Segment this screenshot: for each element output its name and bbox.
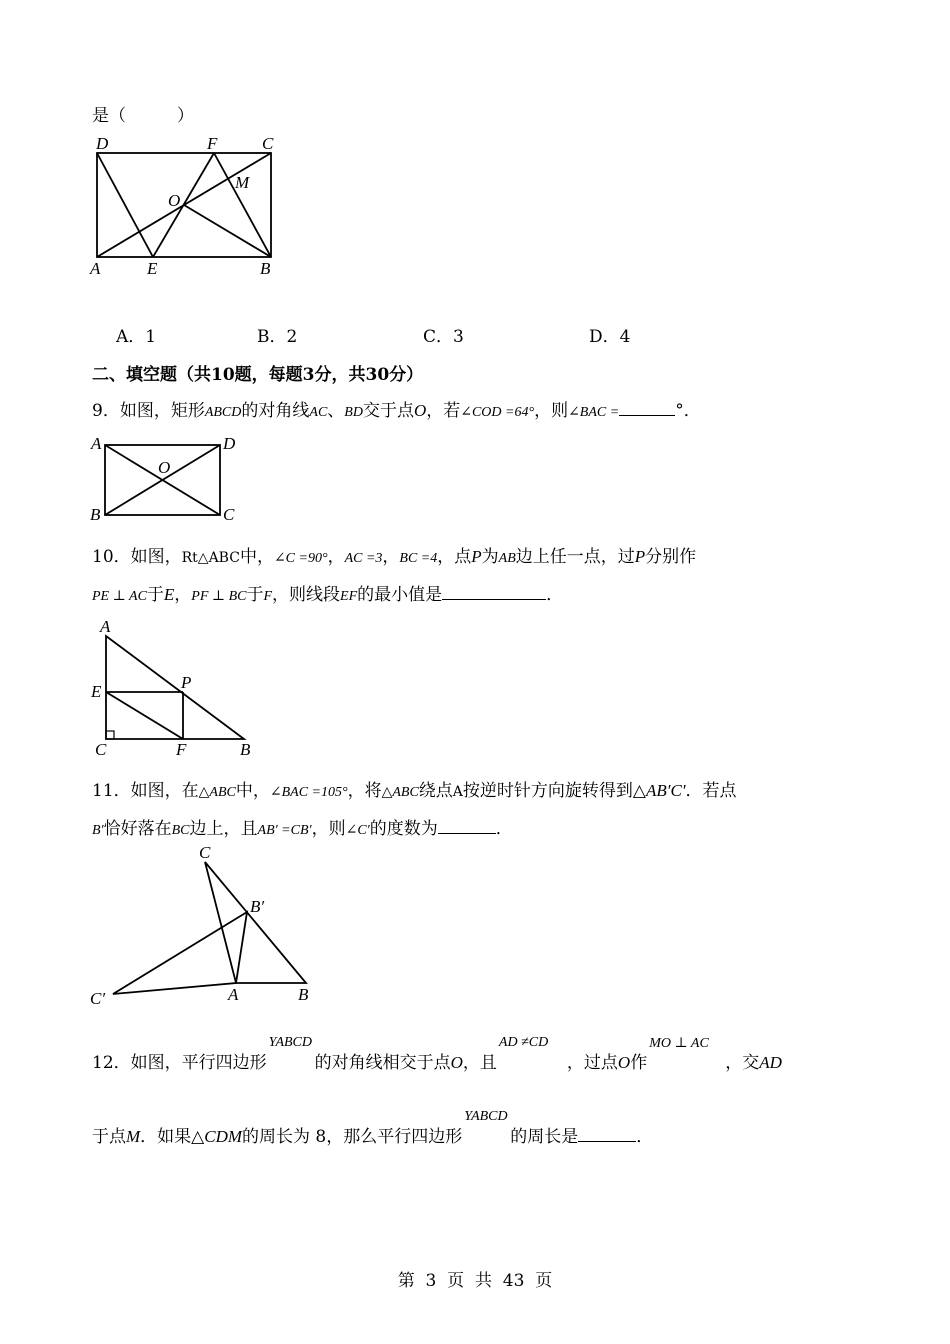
q12-text-1: 的对角线相交于点 <box>314 1053 451 1073</box>
q9-label-b: B <box>90 505 101 524</box>
q11-point-a: A <box>452 784 463 800</box>
q11-text-7: 边上，且 <box>189 819 258 839</box>
q9-ask: ∠BAC = <box>568 405 620 420</box>
q9-text-2: 、 <box>327 401 345 421</box>
q11-b-prime: B′ <box>92 823 104 838</box>
q12-o-2: O <box>617 1053 631 1072</box>
q10-p2: P <box>634 547 646 566</box>
q12-text-2: ，且 <box>462 1053 497 1073</box>
q12-answer-blank <box>578 1127 636 1142</box>
q11-text-1: 中， <box>235 781 270 801</box>
q10-label-p: P <box>181 673 192 692</box>
q8-label-b: B <box>260 259 271 278</box>
q10-text-5: 为 <box>481 547 499 567</box>
q9-text-5: ，则 <box>534 401 569 421</box>
q12-ad-ne-cd: AD ≠CD <box>498 1035 549 1050</box>
q10-text-7: 分别作 <box>645 547 697 567</box>
q12-o: O <box>450 1053 463 1072</box>
q12-ad: AD <box>759 1053 782 1072</box>
q10-label-b: B <box>240 740 251 759</box>
q10-pe: PE ⊥ AC <box>92 589 147 604</box>
q12-cdm: CDM <box>204 1127 243 1146</box>
q10-text-11: ，则线段 <box>272 585 341 605</box>
q12-m: M <box>126 1127 141 1146</box>
q8-label-a: A <box>90 259 101 278</box>
q12-parallelogram-symbol <box>269 1035 312 1051</box>
q9-condition: ∠COD =64° <box>460 405 535 420</box>
q11-number: 11．如图，在 <box>92 781 199 801</box>
q9-text-3: 交于点 <box>362 401 414 421</box>
q9-text-6: °． <box>675 401 701 421</box>
q11-text-6: 恰好落在 <box>103 819 172 839</box>
q11-abc-2: △ABC <box>381 785 419 800</box>
q8-tail-text: 是（ ） <box>92 106 194 126</box>
q10-angle-c: ∠C =90° <box>273 551 328 566</box>
q10-rt: Rt△ABC <box>181 550 240 566</box>
q11-label-b-prime: B′ <box>250 897 265 916</box>
q12-parallelogram-symbol-2 <box>464 1109 507 1125</box>
q11-text-5: ．若点 <box>685 781 737 801</box>
question-12-line-1 <box>92 1035 782 1073</box>
q10-label-c: C <box>95 740 107 759</box>
q10-label-a: A <box>100 617 111 636</box>
q9-label-o: O <box>158 458 171 477</box>
q11-abc: △ABC <box>198 785 236 800</box>
q8-label-d: D <box>96 134 109 153</box>
q9-number: 9．如图，矩形 <box>92 401 205 421</box>
q9-text-1: 的对角线 <box>241 401 310 421</box>
q11-bac: ∠BAC =105° <box>269 785 348 800</box>
q10-text-8: 于 <box>146 585 164 605</box>
q11-label-b: B <box>298 985 309 1004</box>
q8-label-m: M <box>235 173 250 192</box>
q10-text-10: 于 <box>246 585 264 605</box>
q11-equality: AB′ =CB′ <box>257 823 312 838</box>
q12-ad-ne-cd-wrap <box>497 1035 567 1068</box>
q12-abcd: ABCD <box>275 1035 313 1050</box>
q10-e: E <box>163 585 175 604</box>
q9-label-a: A <box>91 434 102 453</box>
q12-text-7: ．如果△ <box>140 1127 205 1147</box>
q12-parallelogram-y-2: Y <box>464 1109 472 1124</box>
q10-p: P <box>471 547 482 566</box>
q10-text-6: 边上任一点，过 <box>515 547 635 567</box>
question-12-line-2 <box>92 1109 654 1147</box>
q10-bc: BC =4 <box>399 551 438 566</box>
q10-number: 10．如图， <box>92 547 182 567</box>
q11-label-c: C <box>199 843 211 862</box>
q11-text-8: ，则 <box>311 819 346 839</box>
q8-label-e: E <box>147 259 158 278</box>
q12-text-9: 的周长是 <box>510 1127 579 1147</box>
q11-text-2: ，将 <box>347 781 382 801</box>
q8-option-a: A．1 <box>116 327 157 347</box>
q10-f: F <box>263 589 273 604</box>
q8-label-c: C <box>262 134 274 153</box>
q9-text-4: ，若 <box>426 401 461 421</box>
q12-parallelogram-abcd <box>267 1035 315 1068</box>
q10-label-e: E <box>91 682 102 701</box>
q11-text-4: 按逆时针方向旋转得到 <box>462 781 633 801</box>
q9-bd: BD <box>344 405 363 420</box>
q12-number: 12．如图，平行四边形 <box>92 1053 267 1073</box>
q8-option-b: B．2 <box>257 327 298 347</box>
q11-label-a: A <box>228 985 239 1004</box>
q10-ab: AB <box>498 551 516 566</box>
q11-text-9: 的度数为 <box>369 819 438 839</box>
q10-text-2: ， <box>327 547 345 567</box>
q8-label-o: O <box>168 191 181 210</box>
q10-label-f: F <box>176 740 187 759</box>
q8-option-d: D．4 <box>589 327 631 347</box>
q11-angle-c-prime: ∠C′ <box>345 823 370 838</box>
q8-label-f: F <box>207 134 218 153</box>
q9-abcd: ABCD <box>204 405 242 420</box>
q12-text-4: 作 <box>630 1053 648 1073</box>
q11-label-c-prime: C′ <box>90 989 106 1008</box>
q10-ef: EF <box>340 589 358 604</box>
q12-text-6: 于点 <box>92 1127 126 1147</box>
q11-bc: BC <box>171 823 190 838</box>
q12-mo-perp-ac: MO ⊥ AC <box>649 1036 709 1051</box>
section-title: 二、填空题（共10题，每题3分，共30分） <box>92 365 424 385</box>
q9-ac: AC <box>309 405 328 420</box>
q12-mo-perp-ac-wrap <box>647 1036 725 1068</box>
q11-text-3: 绕点 <box>418 781 453 801</box>
q9-o: O <box>413 401 427 420</box>
q12-text-8: 的周长为 8，那么平行四边形 <box>242 1127 463 1147</box>
page-footer: 第 3 页 共 43 页 <box>397 1271 553 1291</box>
q9-label-c: C <box>223 505 235 524</box>
q10-text-9: ， <box>174 585 192 605</box>
q11-triangle-abc <box>205 862 306 983</box>
q12-text-5: ，交 <box>725 1053 760 1073</box>
q10-text-3: ， <box>382 547 400 567</box>
q10-text-13: ． <box>546 585 564 605</box>
q10-text-1: 中， <box>239 547 274 567</box>
q12-text-10: ． <box>636 1127 654 1147</box>
q12-parallelogram-y: Y <box>268 1035 276 1050</box>
q12-abcd-2: ABCD <box>471 1109 508 1124</box>
q10-text-12: 的最小值是 <box>357 585 443 605</box>
q10-pf: PF ⊥ BC <box>191 589 247 604</box>
q11-text-10: ． <box>495 819 513 839</box>
q10-text-4: ，点 <box>437 547 472 567</box>
q12-parallelogram-abcd-2 <box>462 1109 510 1142</box>
q11-abc-3: △AB′C′ <box>632 781 686 800</box>
q8-option-c: C．3 <box>423 327 464 347</box>
q12-text-3: ，过点 <box>566 1053 618 1073</box>
q10-ac: AC =3 <box>344 551 383 566</box>
q9-label-d: D <box>223 434 236 453</box>
q11-triangle-ab1c1 <box>113 912 247 994</box>
